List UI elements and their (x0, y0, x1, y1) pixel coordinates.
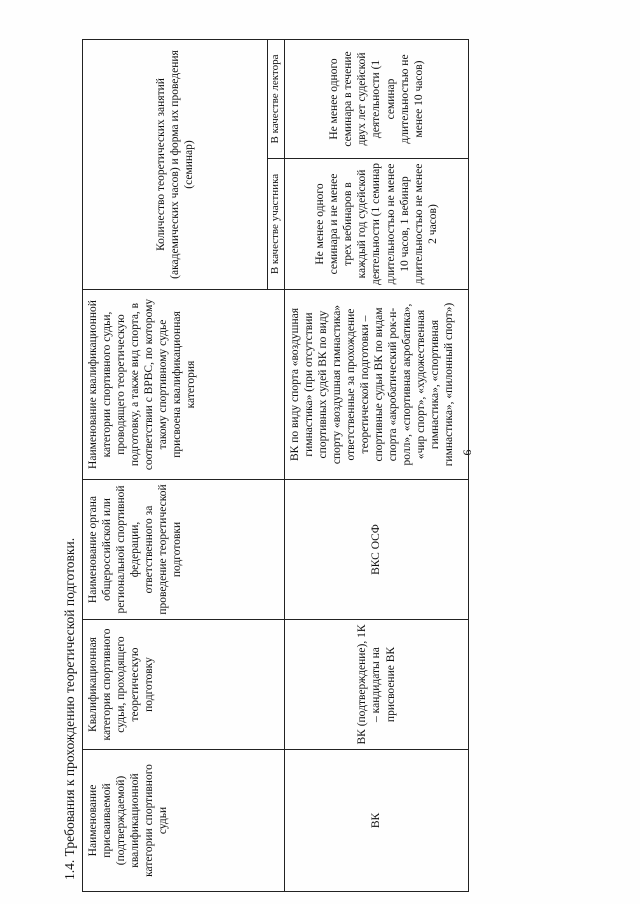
header-federation-body: Наименование органа общероссийской или региональной спортивной федерации, ответственного за проведение теоретической подготовки (83, 480, 285, 620)
page-number: 9 (460, 449, 475, 456)
cell-participant-requirement: Не менее одного семинара и не менее трех вебинаров в каждый год судейской деятельности (1 семинар длительностью не менее 10 часов, 1 вебинар длительностью не менее 2 часов) (285, 159, 469, 290)
cell-assigned-category: ВК (285, 750, 469, 892)
header-assigned-category: Наименование присваиваемой (подтверждаемой) квалификационной категории спортивного судьи (83, 750, 285, 892)
section-title: 1.4. Требования к прохождению теоретической подготовки. (62, 537, 77, 880)
subheader-participant: В качестве участника (268, 159, 285, 290)
cell-judge-category: ВК (подтверждение), 1К – кандидаты на присвоение ВК (285, 620, 469, 750)
requirements-table (82, 39, 469, 892)
cell-lecturer-category: ВК по виду спорта «воздушная гимнастика» (при отсутствии спортивных судей ВК по виду спорту «воздушная гимнастика» ответственные за прохождение теоретической подготовки – спортивные судьи ВК по видам спорта «акробатический рок-н-ролл», «спортивная акробатика», «чир спорт», «художественная гимнастика», «спортивная гимнастика», «пилонный спорт») (285, 290, 469, 480)
cell-lecturer-requirement: Не менее одного семинара в течение двух лет судейской деятельности (1 семинар длительностью не менее 10 часов) (285, 39, 469, 158)
table-row (285, 39, 469, 891)
table-header-row (83, 39, 268, 891)
header-lessons-count: Количество теоретических занятий (академических часов) и форма их проведения (семинар) (83, 39, 268, 289)
cell-federation-body: ВКС ОСФ (285, 480, 469, 620)
subheader-lecturer: В качестве лектора (268, 39, 285, 158)
header-judge-category: Квалификационная категория спортивного судьи, проходящего теоретическую подготовку (83, 620, 285, 750)
requirements-table-wrapper (82, 40, 469, 892)
header-lecturer-category: Наименование квалификационной категории спортивного судьи, проводящего теоретическую подготовку, а также вид спорта, в соответствии с ВРВС, по которому такому спортивному судье присвоена квалификационная категория (83, 290, 285, 480)
